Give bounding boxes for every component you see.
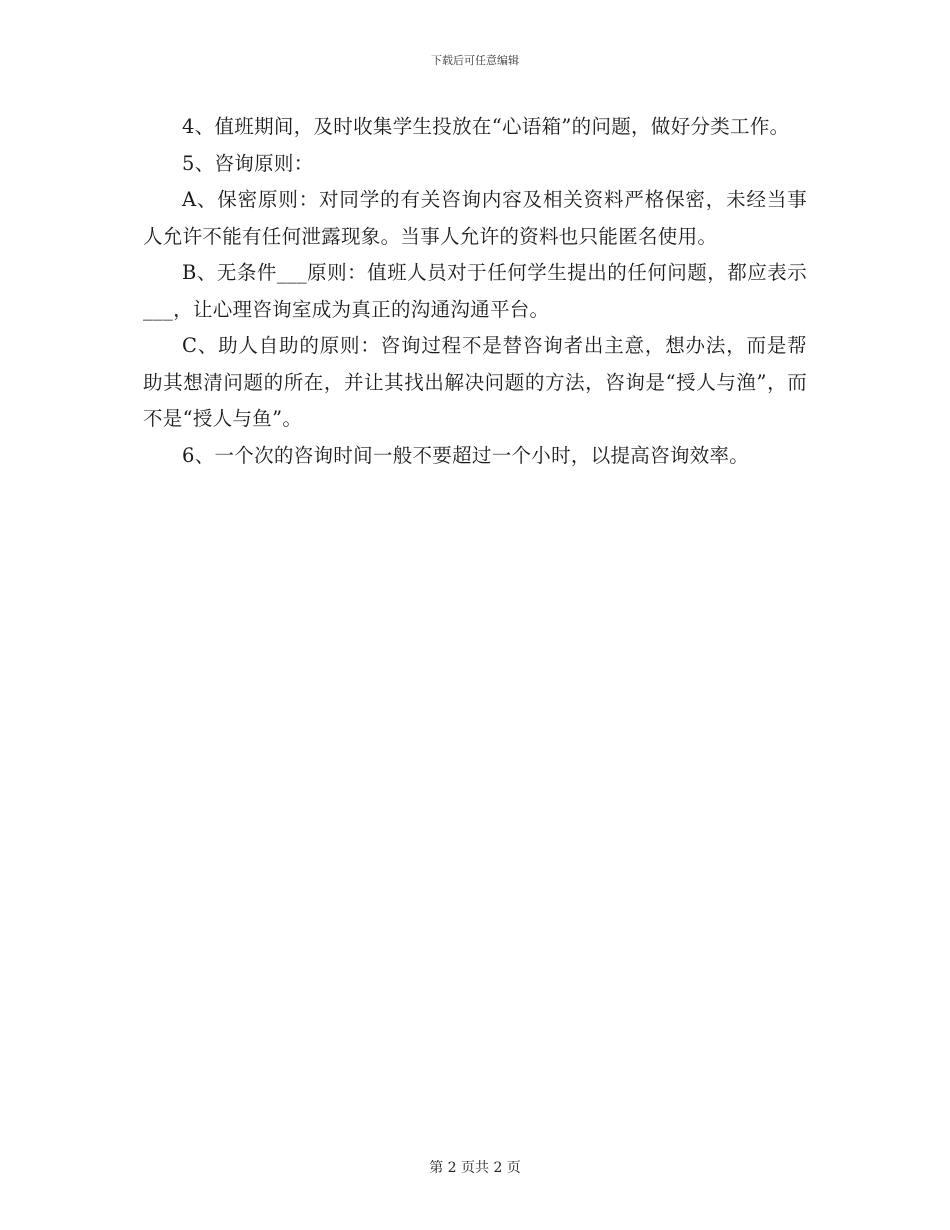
- paragraph-principle-b: B、无条件___原则：值班人员对于任何学生提出的任何问题，都应表示___，让心理咨询室成为真正的沟通沟通平台。: [143, 261, 807, 321]
- paragraph-item-4: 4、值班期间，及时收集学生投放在“心语箱”的问题，做好分类工作。: [182, 115, 790, 138]
- paragraph-principle-c: C、助人自助的原则：咨询过程不是替咨询者出主意，想办法，而是帮助其想清问题的所在，并让其找出解决问题的方法，咨询是“授人与渔”，而不是“授人与鱼”。: [143, 334, 807, 430]
- document-body: [143, 109, 807, 474]
- page-number-footer: 第 2 页共 2 页: [429, 1160, 521, 1176]
- page-header: 下载后可任意编辑: [431, 54, 519, 67]
- paragraph-principle-a: A、保密原则：对同学的有关咨询内容及相关资料严格保密，未经当事人允许不能有任何泄露现象。当事人允许的资料也只能匿名使用。: [143, 188, 807, 248]
- paragraph-item-5-heading: 5、咨询原则：: [182, 151, 314, 175]
- paragraph-item-6: 6、一个次的咨询时间一般不要超过一个小时，以提高咨询效率。: [182, 443, 750, 467]
